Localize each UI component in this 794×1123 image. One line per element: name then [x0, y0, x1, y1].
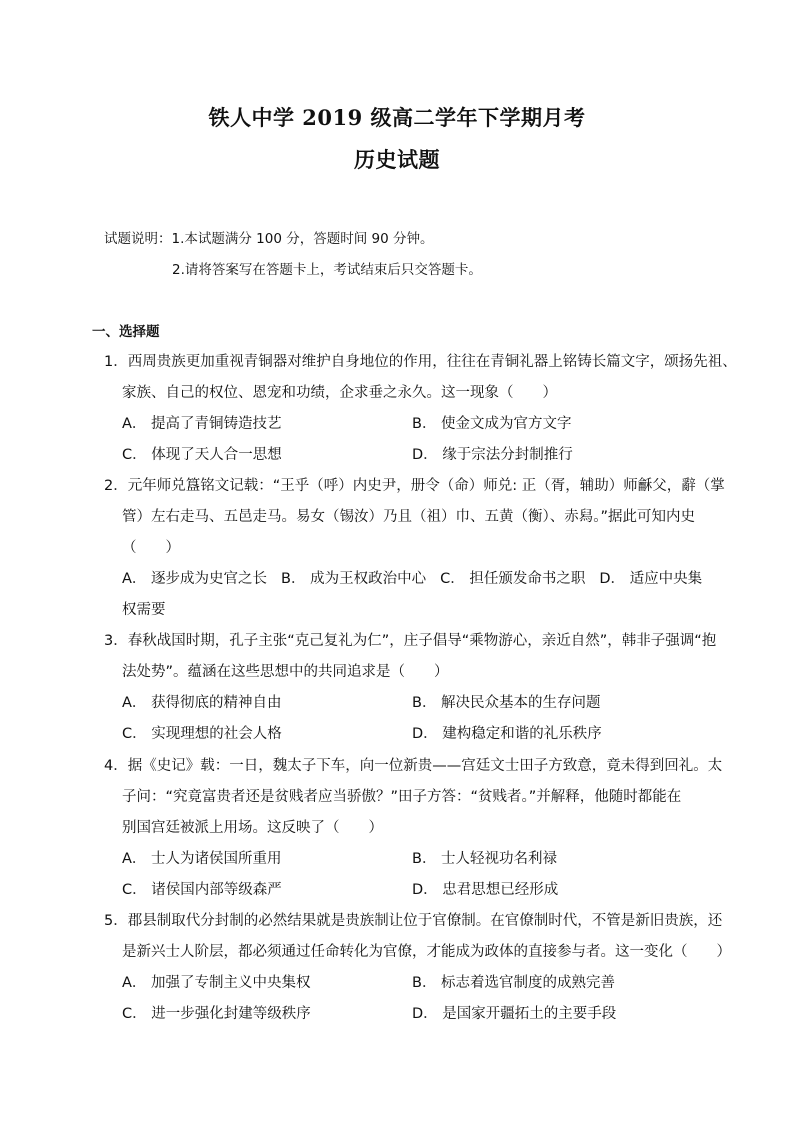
option-d: D． 忠君思想已经形成 [412, 882, 559, 898]
question-4 [104, 751, 723, 844]
question-5-line-2: 是新兴士人阶层，都必须通过任命转化为官僚，才能成为政体的直接参与者。这一变化（ ） [122, 944, 731, 960]
option-b: B． 解决民众基本的生存问题 [412, 695, 601, 711]
option-d: D． 缘于宗法分封制推行 [412, 447, 573, 463]
option-c: C． 诸侯国内部等级森严 [122, 882, 282, 898]
option-b: B． 成为王权政治中心 [281, 571, 427, 587]
question-1-options [122, 409, 702, 471]
option-a: A． 士人为诸侯国所重用 [122, 851, 282, 867]
question-2-options [122, 564, 702, 626]
question-1-line-1: 1．西周贵族更加重视青铜器对维护自身地位的作用，往往在青铜礼器上铭铸长篇文字，颂扬先祖、 [104, 354, 737, 370]
question-2-line-3: （ ） [122, 540, 180, 556]
exam-title: 铁人中学 2019 级高二学年下学期月考 [208, 105, 586, 130]
question-4-options [122, 844, 702, 906]
option-b: B． 使金文成为官方文字 [412, 416, 572, 432]
option-b: B． 标志着选官制度的成熟完善 [412, 975, 616, 991]
question-3-options [122, 688, 702, 750]
option-c: C． 进一步强化封建等级秩序 [122, 1006, 311, 1022]
option-a: A． 提高了青铜铸造技艺 [122, 416, 282, 432]
question-1-line-2: 家族、自己的权位、恩宠和功绩，企求垂之永久。这一现象（ ） [122, 385, 557, 401]
question-5-options [122, 968, 702, 1030]
option-b: B． 士人轻视功名利禄 [412, 851, 558, 867]
option-d: D． 适应中央集 [599, 571, 703, 587]
question-4-line-2: 子问：“究竟富贵者还是贫贱者应当骄傲？”田子方答：“贫贱者。”并解释，他随时都能在 [122, 789, 682, 805]
instructions-line-2: 2.请将答案写在答题卡上，考试结束后只交答题卡。 [172, 262, 482, 278]
option-d: D． 建构稳定和谐的礼乐秩序 [412, 726, 602, 742]
question-5-line-1: 5．郡县制取代分封制的必然结果就是贵族制让位于官僚制。在官僚制时代，不管是新旧贵族，还 [104, 913, 723, 929]
option-d: D． 是国家开疆拓土的主要手段 [412, 1006, 617, 1022]
question-3 [104, 626, 717, 688]
exam-subtitle: 历史试题 [354, 147, 440, 172]
instructions-line-1: 试题说明：1.本试题满分 100 分，答题时间 90 分钟。 [104, 231, 434, 247]
option-c: C． 实现理想的社会人格 [122, 726, 282, 742]
option-d-continued: 权需要 [122, 602, 166, 618]
option-a: A． 逐步成为史官之长 [122, 571, 268, 587]
question-2-line-2: 管）左右走马、五邑走马。易女（锡汝）乃且（祖）巾、五黄（衡）、赤舄。”据此可知内史 [122, 509, 696, 525]
option-c: C． 体现了天人合一思想 [122, 447, 282, 463]
question-4-line-3: 别国宫廷被派上用场。这反映了（ ） [122, 820, 383, 836]
option-a: A． 获得彻底的精神自由 [122, 695, 282, 711]
question-1 [104, 347, 737, 409]
question-5 [104, 906, 731, 968]
section-title: 一、选择题 [92, 324, 160, 340]
question-2-line-1: 2．元年师兑簋铭文记载：“王乎（呼）内史尹，册令（命）师兑: 正（胥，辅助）师龢父，辭（掌 [104, 478, 725, 494]
question-3-line-2: 法处势”。蕴涵在这些思想中的共同追求是（ ） [122, 664, 449, 680]
question-2 [104, 471, 725, 564]
question-4-line-1: 4．据《史记》载：一日，魏太子下车，向一位新贵——宫廷文士田子方致意，竟未得到回礼。太 [104, 758, 723, 774]
option-a: A． 加强了专制主义中央集权 [122, 975, 311, 991]
option-c: C． 担任颁发命书之职 [440, 571, 586, 587]
question-3-line-1: 3．春秋战国时期，孔子主张“克己复礼为仁”，庄子倡导“乘物游心，亲近自然”，韩非子强调“抱 [104, 633, 717, 649]
